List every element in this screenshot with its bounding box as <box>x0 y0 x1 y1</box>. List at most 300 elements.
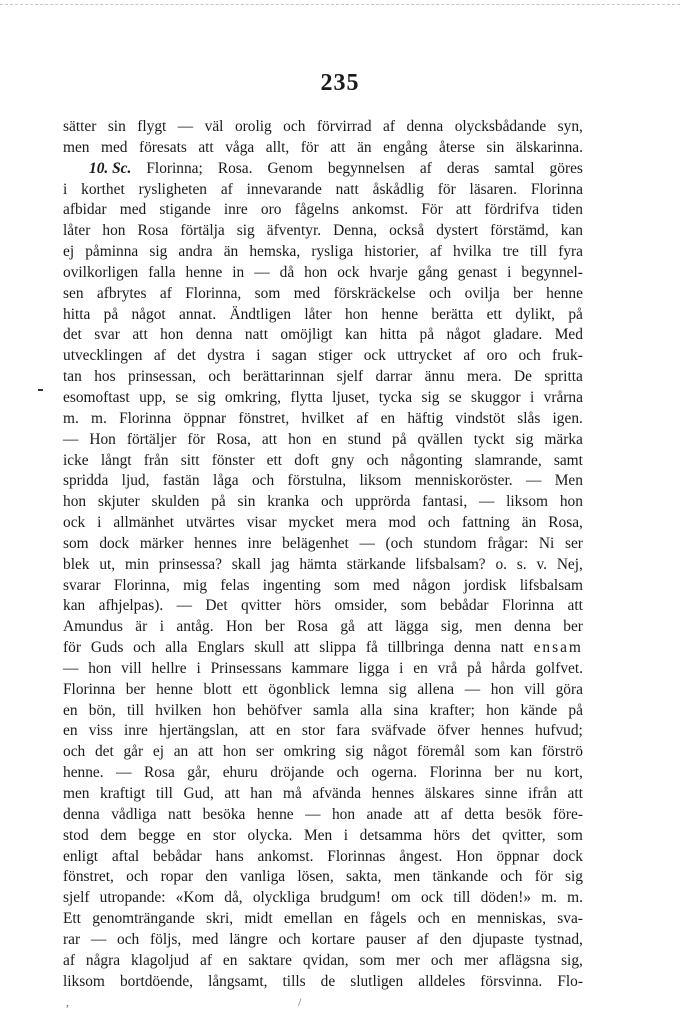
word: och <box>117 930 140 948</box>
word: ehuru <box>222 764 258 782</box>
word: på <box>568 305 583 323</box>
word: deras <box>446 159 480 177</box>
word: låga <box>212 472 239 490</box>
word: — <box>359 534 375 552</box>
word: vanliga <box>239 868 286 886</box>
word: henne <box>185 263 223 281</box>
word: — <box>116 764 132 782</box>
word: begynnel- <box>521 263 583 281</box>
word: behöfver <box>247 701 302 719</box>
word: genast <box>457 263 498 281</box>
word: flygt <box>137 118 167 135</box>
word: tänkande <box>432 868 489 886</box>
word: — <box>63 659 79 677</box>
word: sjelf <box>63 889 90 907</box>
word: få <box>365 639 378 657</box>
word: och <box>63 743 86 761</box>
text-line <box>63 721 583 742</box>
word: märker <box>139 534 184 552</box>
text-line <box>63 492 583 513</box>
word: Florinnas <box>327 847 386 865</box>
word: den <box>439 930 462 948</box>
word: på <box>419 326 435 344</box>
word: brudgum! <box>320 889 381 907</box>
word: stiger <box>318 347 353 365</box>
word: i <box>507 263 512 281</box>
word: och <box>208 368 231 386</box>
word: föresats <box>138 138 187 156</box>
word: spritta <box>544 368 583 386</box>
word: natt <box>500 639 524 657</box>
word: ber <box>513 284 533 302</box>
word: Rosa. <box>217 159 253 177</box>
word: en <box>63 701 78 719</box>
word: väl <box>204 118 224 135</box>
word: sen <box>63 284 84 302</box>
word: Men <box>554 472 583 490</box>
text-line <box>63 784 583 805</box>
word: mer <box>396 951 420 969</box>
word: än <box>223 243 239 261</box>
word: slippa <box>319 639 357 657</box>
word: berättarinnan <box>243 368 325 386</box>
text-line <box>63 513 583 534</box>
word: som <box>359 951 386 969</box>
word: hon <box>486 701 510 719</box>
word: slås <box>517 409 541 427</box>
word: förskräckelse <box>333 284 416 302</box>
word: återse <box>439 138 475 156</box>
word: m. <box>541 889 558 907</box>
word: inre <box>223 201 248 219</box>
text-line <box>63 742 583 763</box>
text-line <box>63 909 583 930</box>
word: häftig <box>407 409 444 427</box>
word: sig, <box>440 618 463 636</box>
word: af <box>383 118 396 135</box>
word: vill <box>121 659 142 677</box>
word: förströ <box>541 743 583 761</box>
word: kammare <box>291 659 349 677</box>
word: omsider, <box>334 597 388 615</box>
word: på <box>392 430 407 448</box>
word: och <box>251 472 275 490</box>
word: prinsessan, <box>128 368 196 386</box>
word: sig <box>421 388 440 406</box>
word: förstulna, <box>287 472 347 490</box>
word: att <box>132 326 148 344</box>
word: i <box>399 659 404 677</box>
word: annat. <box>178 305 217 323</box>
word: då <box>279 263 295 281</box>
word: hellre <box>151 659 187 677</box>
word: dylikt, <box>515 305 556 323</box>
word: dem <box>100 826 127 844</box>
word: i <box>256 347 261 365</box>
word: denna <box>454 639 491 657</box>
word: darrar <box>375 368 413 386</box>
word: sva- <box>557 910 583 928</box>
word: korthet <box>81 180 125 198</box>
word: Amundus <box>63 618 123 636</box>
word: nu <box>526 764 542 782</box>
word: flytta <box>290 388 323 406</box>
word: men <box>63 785 90 802</box>
word: bebådar <box>439 597 489 615</box>
word: detta <box>464 805 495 823</box>
word: långt <box>100 451 132 469</box>
word: afhjelpas). <box>98 597 164 615</box>
word: ensam <box>533 639 583 657</box>
word: längre <box>229 930 268 948</box>
word: lemna <box>340 680 379 698</box>
word: hjertängslan, <box>159 722 239 740</box>
word: natt <box>244 326 268 344</box>
word: i <box>159 618 164 636</box>
text-line <box>63 888 583 909</box>
word: m. <box>567 889 583 907</box>
word: bön, <box>88 701 116 719</box>
word: åskådlig <box>372 180 424 198</box>
word: henne. <box>63 764 104 782</box>
word: syn, <box>557 118 583 135</box>
word: i <box>63 180 68 198</box>
word: — <box>305 805 321 823</box>
word: för <box>437 180 456 198</box>
text-line <box>63 409 583 430</box>
word: sig <box>149 243 168 261</box>
word: med <box>373 576 400 594</box>
word: gång <box>417 263 448 281</box>
word: an <box>173 743 189 761</box>
word: dock <box>552 847 583 865</box>
word: dock <box>99 534 130 552</box>
word: ock <box>420 889 444 907</box>
word: före- <box>553 805 583 823</box>
word: ännu <box>424 368 455 386</box>
word: med <box>119 201 147 219</box>
word: jordisk <box>463 576 507 594</box>
word: älskarinna. <box>515 138 583 156</box>
word: Ett <box>63 910 81 928</box>
body-text <box>63 117 583 992</box>
word: göra <box>555 680 583 698</box>
word: sväfvade <box>371 722 427 740</box>
word: ögonblick <box>268 680 330 698</box>
word: mod <box>388 514 416 532</box>
word: ock <box>63 514 86 532</box>
text-line <box>63 325 583 346</box>
word: Florinna, <box>113 576 170 594</box>
word: än <box>357 138 372 156</box>
word: Hon <box>226 618 253 636</box>
word: krafter; <box>429 701 475 719</box>
word: midt <box>244 910 273 928</box>
word: det <box>94 743 114 761</box>
text-line <box>63 617 583 638</box>
word: en <box>413 659 428 677</box>
word: ej <box>152 743 164 761</box>
word: olycka. <box>247 826 293 844</box>
word: sitt <box>180 451 200 469</box>
word: detsamma <box>359 826 423 844</box>
word: något <box>446 326 481 344</box>
word: att <box>567 785 583 802</box>
word: Denna, <box>333 222 378 240</box>
word: natt <box>335 180 359 198</box>
word: skri, <box>206 910 234 928</box>
word: hon <box>88 659 112 677</box>
word: förtäljer <box>126 430 177 448</box>
word: men <box>393 868 421 886</box>
word: ljuset, <box>332 388 370 406</box>
word: blott <box>203 680 232 698</box>
word: på <box>568 701 583 719</box>
word: att <box>198 138 214 156</box>
word: hennes <box>480 722 524 740</box>
word: 10. Sc. <box>89 159 132 177</box>
word: Gud, <box>183 785 214 802</box>
word: Rosa, <box>216 430 251 448</box>
word: förtälja <box>180 222 225 240</box>
text-line <box>63 284 583 305</box>
word: afbidar <box>63 201 107 219</box>
word: älskares <box>424 785 475 802</box>
word: lägga <box>395 618 429 636</box>
word: och <box>278 930 301 948</box>
word: af <box>220 180 233 198</box>
word: försvinna. <box>480 972 543 990</box>
word: af <box>200 951 212 969</box>
word: för <box>63 639 81 657</box>
word: m. <box>63 409 79 427</box>
word: sig <box>197 388 216 406</box>
text-line <box>63 576 583 597</box>
word: förstämd, <box>490 222 549 240</box>
word: sjelf <box>336 368 364 386</box>
word: Florinna <box>119 409 172 427</box>
word: ogerna. <box>371 764 418 782</box>
word: sagan <box>271 347 307 365</box>
scan-top-edge <box>0 4 680 5</box>
word: af <box>416 930 429 948</box>
word: djupaste <box>472 930 524 948</box>
word: Hon <box>456 847 483 865</box>
word: det <box>471 826 491 844</box>
word: omöjligt <box>280 326 333 344</box>
word: inre <box>123 722 148 740</box>
word: fyra <box>558 243 583 261</box>
word: samt <box>553 451 583 469</box>
word: om <box>391 889 411 907</box>
word: blek <box>63 555 90 573</box>
text-line <box>63 826 583 847</box>
word: oro <box>260 201 282 219</box>
word: hvilket <box>301 409 345 427</box>
word: någonting <box>400 451 463 469</box>
text-line <box>63 471 583 492</box>
word: ser <box>255 743 274 761</box>
word: den <box>205 868 228 886</box>
word: hon <box>160 326 184 344</box>
word: och <box>518 347 541 365</box>
word: tystnad, <box>534 930 583 948</box>
word: att <box>261 430 278 448</box>
word: sin <box>237 493 256 511</box>
word: sin <box>107 118 126 135</box>
word: hvarje <box>369 263 408 281</box>
word: doft <box>294 451 319 469</box>
word: prinsessa? <box>158 555 222 573</box>
word: att <box>567 597 583 615</box>
text-line <box>63 451 583 472</box>
scan-speck: , <box>66 995 69 1009</box>
word: af <box>463 347 476 365</box>
word: det <box>177 347 196 365</box>
word: Rosa <box>137 222 169 240</box>
text-line <box>63 534 583 555</box>
word: denna <box>195 326 233 344</box>
word: hämta <box>299 555 337 573</box>
word: ångest. <box>399 847 443 865</box>
word: liksom <box>506 493 549 511</box>
word: ber <box>265 618 285 636</box>
word: uttrycket <box>397 347 452 365</box>
word: men <box>63 138 90 156</box>
word: sinne <box>484 785 518 802</box>
word: v. <box>536 555 547 573</box>
page-number: 235 <box>320 70 360 96</box>
word: För <box>421 201 443 219</box>
word: menniskas, <box>477 910 546 928</box>
word: är <box>135 618 148 636</box>
word: Florinna <box>429 764 482 782</box>
word: aflägsna <box>498 951 551 969</box>
word: fönster <box>211 451 255 469</box>
word: kort, <box>554 764 583 782</box>
text-line <box>63 555 583 576</box>
word: — <box>90 930 107 948</box>
word: af <box>440 805 453 823</box>
word: Hon <box>89 430 116 448</box>
word: visar <box>246 514 277 532</box>
word: genomträngande <box>92 910 195 928</box>
word: vådliga <box>111 805 157 823</box>
word: orolig <box>234 118 272 135</box>
word: frågar: <box>487 534 529 552</box>
word: stod <box>63 826 89 844</box>
text-line <box>63 367 583 388</box>
text-line <box>63 388 583 409</box>
word: hörs <box>294 597 322 615</box>
word: döden!» <box>480 889 532 907</box>
word: hörs <box>433 826 461 844</box>
word: då, <box>224 889 243 907</box>
margin-mark <box>38 389 43 391</box>
word: ett <box>266 451 283 469</box>
scan-speck: / <box>298 995 302 1009</box>
word: enligt <box>63 847 99 865</box>
word: läsaren. <box>469 180 517 198</box>
word: ock <box>337 263 360 281</box>
word: som <box>474 743 501 761</box>
word: utvecklingen <box>63 347 143 365</box>
word: kraftigt <box>100 785 146 802</box>
word: hon <box>490 680 514 698</box>
word: låter <box>304 305 332 323</box>
word: (och <box>385 534 413 552</box>
word: hitta <box>379 326 408 344</box>
word: som <box>63 534 89 552</box>
word: ser <box>564 534 583 552</box>
word: — <box>478 493 495 511</box>
text-line <box>63 638 583 659</box>
word: bebådar <box>152 847 202 865</box>
word: henne <box>156 680 193 698</box>
word: olyckliga <box>252 889 311 907</box>
word: en <box>343 910 359 928</box>
word: Guds <box>90 639 124 657</box>
text-line <box>63 117 583 138</box>
word: ett <box>242 680 258 698</box>
word: sig <box>388 680 407 698</box>
word: göres <box>549 159 583 177</box>
word: skall <box>231 555 261 573</box>
word: allena <box>417 680 455 698</box>
word: stundom <box>423 534 477 552</box>
word: — <box>176 597 192 615</box>
word: i <box>196 659 201 677</box>
word: i <box>97 514 102 532</box>
word: Nej, <box>556 555 583 573</box>
word: kan <box>560 222 583 240</box>
word: Florinna <box>63 680 116 698</box>
word: att <box>294 639 310 657</box>
text-line <box>63 346 583 367</box>
word: af <box>356 409 369 427</box>
word: s. <box>516 555 527 573</box>
word: föremål <box>417 743 465 761</box>
word: sig, <box>561 951 583 969</box>
word: må <box>283 785 302 802</box>
word: slutligen <box>350 972 404 990</box>
word: upprörda <box>354 493 411 511</box>
word: hufvud; <box>534 722 583 740</box>
word: ljud, <box>121 472 150 490</box>
word: ifrån <box>527 785 557 802</box>
word: innevarande <box>246 180 322 198</box>
word: skuggor <box>471 388 521 406</box>
word: icke <box>63 451 89 469</box>
word: från <box>143 451 169 469</box>
word: det <box>63 326 82 344</box>
word: rysliga <box>311 243 354 261</box>
word: på <box>211 493 226 511</box>
word: antåg. <box>176 618 214 636</box>
text-line <box>63 263 583 284</box>
word: sina <box>393 701 419 719</box>
word: men <box>475 618 502 636</box>
word: våga <box>225 138 255 156</box>
word: till <box>126 701 145 719</box>
word: en <box>451 910 466 928</box>
word: kranka <box>267 493 310 511</box>
text-line <box>63 180 583 201</box>
word: tre <box>502 243 519 261</box>
word: upp, <box>139 388 166 406</box>
word: lifsbalsam <box>519 576 583 594</box>
word: en <box>276 722 291 740</box>
